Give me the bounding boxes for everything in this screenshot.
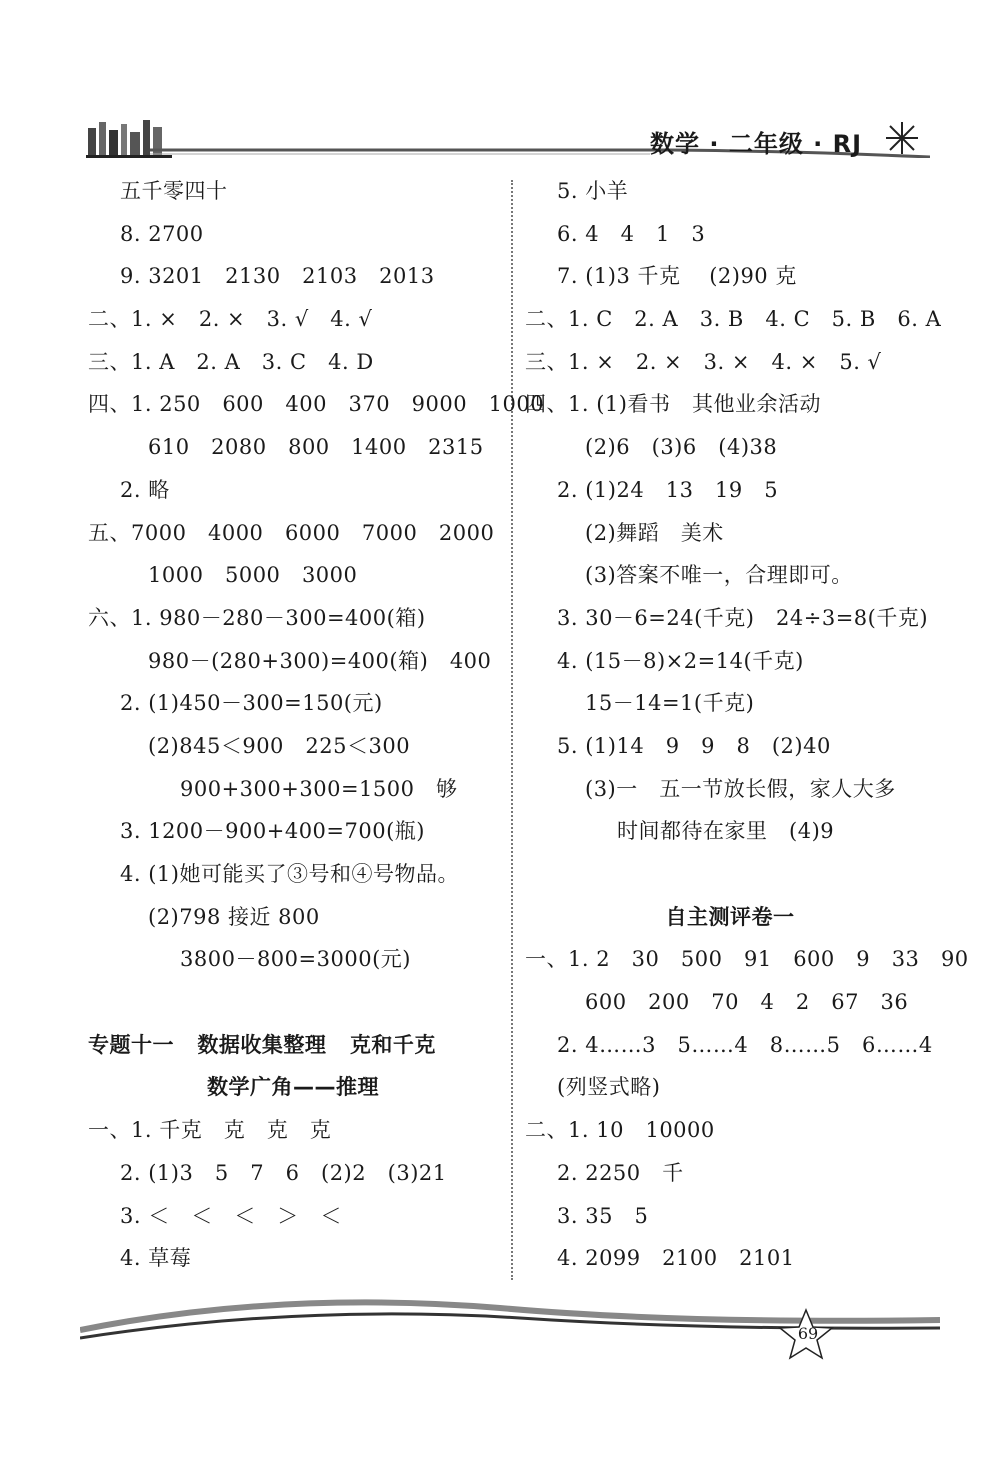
answer-line: 7. (1)3 千克 (2)90 克 bbox=[557, 264, 797, 289]
right-column bbox=[525, 170, 969, 1280]
answer-line: 5. 小羊 bbox=[557, 179, 629, 203]
answer-line: 2. (1)450－300=150(元) bbox=[120, 691, 383, 716]
answer-line: (2)舞蹈 美术 bbox=[585, 520, 724, 545]
answer-line: 2. 4……3 5……4 8……5 6……4 bbox=[557, 1032, 933, 1057]
answer-line: 980－(280+300)=400(箱) 400 bbox=[148, 648, 492, 673]
left-column bbox=[88, 170, 545, 1280]
answer-line: 四、1. 250 600 400 370 9000 1000 bbox=[88, 392, 545, 417]
answer-line: 3. 35 5 bbox=[557, 1203, 649, 1228]
answer-line: 五、7000 4000 6000 7000 2000 bbox=[88, 520, 495, 545]
section-heading: 专题十一 数据收集整理 克和千克 bbox=[88, 1032, 436, 1057]
answer-line: 2. 2250 千 bbox=[557, 1160, 684, 1185]
answer-line: 四、1. (1)看书 其他业余活动 bbox=[525, 392, 821, 417]
answer-line: 2. (1)3 5 7 6 (2)2 (3)21 bbox=[120, 1160, 447, 1185]
answer-line: 6. 4 4 1 3 bbox=[557, 221, 706, 246]
blank-line bbox=[525, 853, 935, 896]
answer-line: 三、1. A 2. A 3. C 4. D bbox=[88, 349, 374, 374]
answer-line: 4. 草莓 bbox=[120, 1246, 192, 1271]
answer-line: (2)845＜900 225＜300 bbox=[148, 733, 411, 758]
answer-line: 2. 略 bbox=[120, 477, 170, 502]
answer-line: 3. 30－6=24(千克) 24÷3=8(千克) bbox=[557, 605, 929, 630]
answer-line: (2)6 (3)6 (4)38 bbox=[585, 435, 778, 460]
answer-line: 900+300+300=1500 够 bbox=[180, 776, 458, 801]
star-icon bbox=[884, 120, 920, 156]
answer-line: 一、1. 千克 克 克 克 bbox=[88, 1118, 332, 1143]
answer-line: 2. (1)24 13 19 5 bbox=[557, 477, 779, 502]
answer-line: 五千零四十 bbox=[120, 179, 228, 203]
answer-line: (3)答案不唯一，合理即可。 bbox=[585, 563, 853, 588]
answer-line: 600 200 70 4 2 67 36 bbox=[585, 990, 909, 1015]
answer-line: 二、1. C 2. A 3. B 4. C 5. B 6. A bbox=[525, 307, 942, 332]
answer-line: 时间都待在家里 (4)9 bbox=[617, 819, 835, 844]
blank-line bbox=[88, 981, 498, 1024]
section-heading: 自主测评卷一 bbox=[665, 904, 795, 929]
answer-line: 3800－800=3000(元) bbox=[180, 947, 411, 972]
answer-line: (列竖式略) bbox=[557, 1075, 661, 1100]
answer-line: 3. ＜ ＜ ＜ ＞ ＜ bbox=[120, 1203, 342, 1228]
answer-line: 一、1. 2 30 500 91 600 9 33 90 bbox=[525, 947, 969, 972]
column-divider bbox=[511, 180, 513, 1280]
answer-line: 4. (15－8)×2=14(千克) bbox=[557, 648, 804, 673]
answer-line: 3. 1200－900+400=700(瓶) bbox=[120, 819, 425, 844]
header-title: 数学 · 二年级 · RJ bbox=[650, 130, 863, 158]
answer-line: 1000 5000 3000 bbox=[148, 563, 358, 588]
answer-line: 三、1. × 2. × 3. × 4. × 5. √ bbox=[525, 349, 882, 374]
answer-line: (3)一 五一节放长假，家人大多 bbox=[585, 776, 896, 801]
answer-line: 8. 2700 bbox=[120, 221, 204, 246]
section-heading: 数学广角——推理 bbox=[207, 1075, 379, 1100]
answer-line: 15－14=1(千克) bbox=[585, 691, 755, 716]
answer-line: 二、1. × 2. × 3. √ 4. √ bbox=[88, 307, 373, 332]
answer-line: 5. (1)14 9 9 8 (2)40 bbox=[557, 733, 831, 758]
answer-line: 4. (1)她可能买了③号和④号物品。 bbox=[120, 862, 459, 886]
answer-line: 二、1. 10 10000 bbox=[525, 1118, 715, 1143]
answer-line: 六、1. 980－280－300=400(箱) bbox=[88, 605, 426, 630]
page-number: 69 bbox=[797, 1324, 819, 1343]
answer-line: 9. 3201 2130 2103 2013 bbox=[120, 264, 435, 289]
answer-line: (2)798 接近 800 bbox=[148, 904, 320, 929]
answer-line: 4. 2099 2100 2101 bbox=[557, 1246, 795, 1271]
answer-line: 610 2080 800 1400 2315 bbox=[148, 435, 484, 460]
